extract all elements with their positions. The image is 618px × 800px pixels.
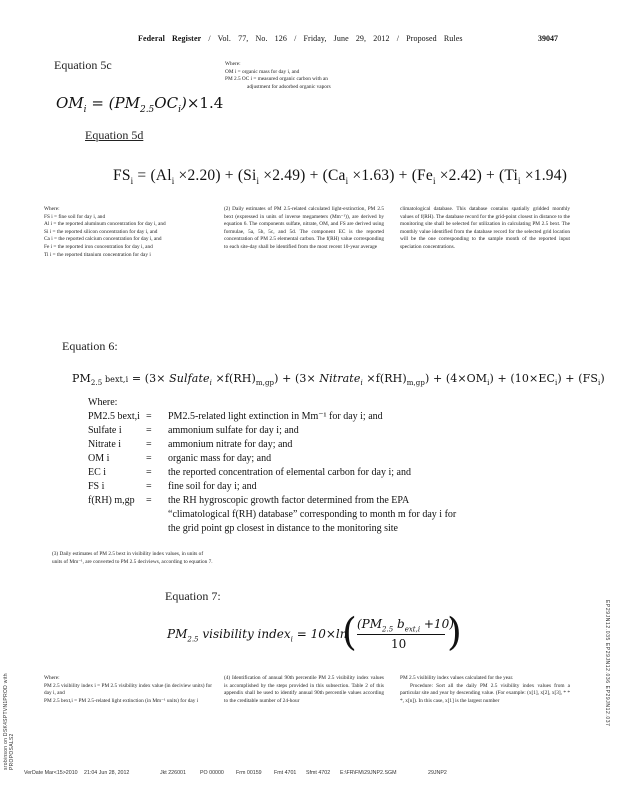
footer-sfmt: Sfmt 4702 (306, 770, 331, 776)
mid-col1-line: Fe i = the reported iron concentration for day i, and (44, 243, 153, 250)
mid-col3-text: climatological database. This database contains spatially gridded monthly values of f(RH). The database record for the grid-point closest in distance to the monitoring site shall be selected for utilization in calculating PM 2.5 bext. The monthly value identified from the database record for the selected grid location will be the one corresponding to the sample month of the reported input speciation concentrations. (400, 206, 570, 250)
mid-col1-line: Ti i = the reported titanium concentration for day i (44, 251, 151, 258)
eq5c-where-line: adjustment for adsorbed organic vapors (247, 83, 331, 90)
mid-col2 (224, 206, 384, 252)
footer-jkt: Jkt 226001 (160, 770, 186, 776)
footer-fmt: Fmt 4701 (274, 770, 297, 776)
para3-line: units of Mm⁻¹, are converted to PM 2.5 deciviews, according to equation 7. (52, 558, 213, 565)
bottom-col1-line: PM 2.5 bext,i = PM 2.5-related light extinction (in Mm⁻¹ units) for day i (44, 697, 199, 704)
para3-line: (3) Daily estimates of PM 2.5 bext in visibility index values, in units of (52, 551, 204, 557)
footer-frm: Frm 00159 (236, 770, 262, 776)
eq6-def-row: Sulfate i = ammonium sulfate for day i; and (88, 425, 299, 436)
eq5d-label: Equation 5d (85, 128, 144, 142)
footer-po: PO 00000 (200, 770, 224, 776)
mid-col1-line: Ca i = the reported calcium concentration for day i, and (44, 236, 162, 243)
bottom-col2 (224, 675, 384, 705)
eq5c-where-head: Where: (225, 61, 241, 67)
bottom-col1-line: Where: (44, 675, 60, 681)
mid-col1-line: Where: (44, 206, 60, 212)
eq5d-formula: $FS_i = (Al_i \times 2.20) + (Si_i \times 2.49) + (Ca_i \times 1.63) + (Fe_i \times 2.42) + (Ti_i \times 1.94)$ (113, 167, 568, 187)
mid-col1-line: Al i = the reported aluminum concentration for day i, and (44, 221, 166, 228)
eq6-where-head: Where: (88, 397, 118, 408)
eq5c-where (225, 61, 420, 91)
header-citation: / Vol. 77, No. 126 / Friday, June 29, 2012 / Proposed Rules (208, 34, 463, 43)
eq6-def-row: “climatological f(RH) database” corresponding to month m for day i for (168, 509, 457, 520)
bottom-col1-line: PM 2.5 visibility index i = PM 2.5 visibility index value (in deciview units) for day i, and (44, 682, 212, 697)
eq6-label: Equation 6: (62, 339, 118, 353)
side-text-left: srobinson on DSK4SPTVN1PROD with PROPOSALS2 (3, 673, 15, 770)
eq7-formula: $PM_{2.5}$ visibility index$_i$ = 10×ln ( ($PM_{2.5}$ $b_{ext,i} +10$) 10 ) (167, 610, 462, 654)
mid-col3 (400, 206, 570, 252)
eq6-def-row: f(RH) m,gp = the RH hygroscopic growth factor determined from the EPA (88, 495, 410, 506)
eq7-label: Equation 7: (165, 589, 221, 603)
mid-col1-line: FS i = fine soil for day i, and (44, 213, 106, 220)
eq6-def-row: Nitrate i = ammonium nitrate for day; and (88, 439, 293, 450)
eq6-def-row: PM2.5 bext,i = PM2.5-related light extinction in Mm⁻¹ for day i; and (88, 411, 383, 422)
mid-col1 (44, 206, 212, 259)
eq5c-label: Equation 5c (54, 58, 112, 72)
footer-file: E:\FR\FM\29JNP2.SGM (340, 770, 397, 776)
bottom-col3 (400, 675, 570, 705)
eq6-def-row: EC i = the reported concentration of elemental carbon for day i; and (88, 467, 411, 478)
mid-col2-text: (2) Daily estimates of PM 2.5-related calculated light-extinction, PM 2.5 bext (expressed in units of inverse megameters (Mm⁻¹)), are derived by equation 6. The components sulfate, nitrate, OM, and FS are derived using formulae, 5a, 5b, 5c, and 5d. The component EC is the reported concentration of PM 2.5 elemental carbon. The f(RH) value corresponding to each site-day shall be identified from the most recent 10-year average (224, 206, 384, 250)
eq6-def-row: the grid point gp closest in distance to the monitoring site (168, 523, 398, 534)
eq6-def-row: FS i = fine soil for day i; and (88, 481, 257, 492)
header-journal-name: Federal Register (138, 34, 202, 43)
bottom-col3-line: PM 2.5 visibility index values calculated for the year. (400, 675, 514, 681)
bottom-col3-line: Procedure: Sort all the daily PM 2.5 visibility index values from a particular site and year by descending value. (For example: (x[1], x[2], x[3], * * *, x[n]). In this case, x[1] is the largest number (400, 682, 570, 704)
eq6-def-row: OM i = organic mass for day; and (88, 453, 272, 464)
eq6-definitions (88, 396, 558, 536)
eq5c-formula: $OM_i = (PM_{2.5}OC_i)\times 1.4$ (56, 94, 224, 115)
footer-date: 29JNP2 (428, 770, 447, 776)
header-page-number: 39047 (538, 34, 558, 43)
para3 (52, 551, 392, 566)
mid-col1-line: Si i = the reported silicon concentration for day i, and (44, 228, 158, 235)
eq6-formula: $PM_{2.5}$ bext,i = (3× Sulfate$_i$ $\times f(RH)_{m,gp}) + (3\times$ Nitrate$_i$ $\times f(RH)_{m,gp}) + (4\times OM_i) + (10\times EC_i) + (FS_i)$ (72, 372, 605, 388)
bottom-col2-text: (4) Identification of annual 90th percentile PM 2.5 visibility index values is accomplished by the steps provided in this subsection. Table 2 of this appendix shall be used to identify annual 90th percentile values according to the creditable number of 24-hour (224, 675, 384, 704)
side-text-right: EP29JN12.035 EP29JN12.036 EP29JN12.037 (604, 600, 610, 727)
footer-verdate: VerDate Mar<15>2010 (24, 770, 78, 776)
bottom-col1 (44, 675, 212, 705)
footer-time: 21:04 Jun 28, 2012 (84, 770, 130, 776)
eq5c-where-line: PM 2.5 OC i = measured organic carbon with an (225, 76, 328, 83)
eq5c-where-line: OM i = organic mass for day i, and (225, 68, 300, 75)
